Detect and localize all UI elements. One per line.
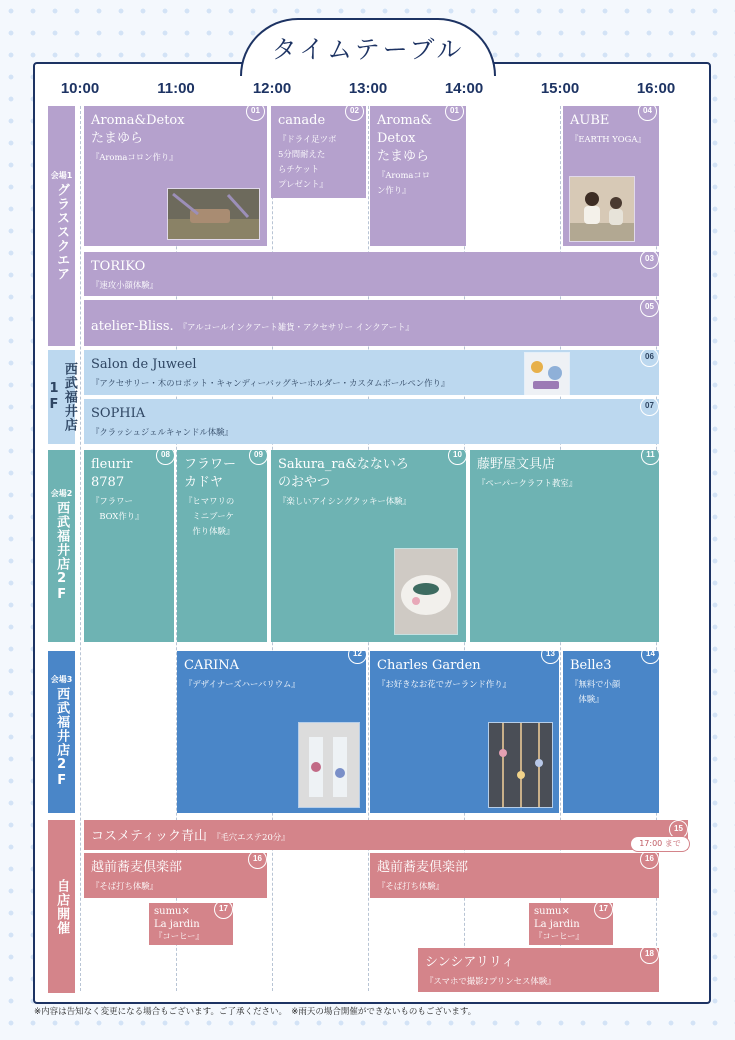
event-description: 『コーヒー』 xyxy=(154,931,204,941)
event-description: 『速攻小顔体験』 xyxy=(91,279,158,290)
time-label: 10:00 xyxy=(60,80,100,97)
event-number: 14 xyxy=(641,651,659,664)
event-name: canade xyxy=(278,113,326,128)
event-name: sumu× La jardin xyxy=(154,906,200,930)
event-number: 17 xyxy=(214,903,233,919)
event-name: フラワー カドヤ xyxy=(184,457,237,490)
event-number: 16 xyxy=(640,853,659,869)
event-block[interactable] xyxy=(370,106,466,246)
venue-name: 自店開催 xyxy=(54,878,70,935)
event-block[interactable] xyxy=(470,450,659,642)
accessory-photo xyxy=(524,352,570,396)
event-name: TORIKO xyxy=(91,259,146,274)
event-block[interactable] xyxy=(84,450,174,642)
yoga-photo xyxy=(569,176,635,242)
event-block[interactable] xyxy=(271,106,366,198)
event-description: 『Aromaコロン作り』 xyxy=(91,151,178,162)
event-description: 『お好きなお花でガーランド作り』 xyxy=(377,678,511,689)
event-block[interactable] xyxy=(529,903,613,945)
event-name: コスメティック青山 xyxy=(91,829,207,844)
event-number: 09 xyxy=(249,450,267,465)
event-block[interactable] xyxy=(84,350,659,395)
event-number: 11 xyxy=(641,450,659,465)
end-time-badge: 17:00 まで xyxy=(630,836,690,852)
event-number: 10 xyxy=(448,450,466,465)
event-number: 04 xyxy=(638,106,657,121)
event-description: 『アクセサリー・木のロボット・キャンディーバッグキーホルダー・カスタムボールペン作り』 xyxy=(91,377,450,388)
event-name: Belle3 xyxy=(570,658,612,673)
venue-label-5 xyxy=(48,820,75,993)
event-description: 『アルコールインクアート雑貨・アクセサリー インクアート』 xyxy=(178,322,414,332)
venue-number: 会場3 xyxy=(50,674,73,684)
event-number: 02 xyxy=(345,106,364,121)
event-number: 06 xyxy=(640,350,659,367)
event-description: 『そば打ち体験』 xyxy=(377,880,444,891)
event-block[interactable] xyxy=(84,300,659,346)
event-name: sumu× La jardin xyxy=(534,906,580,930)
venue-label-3 xyxy=(48,450,75,642)
event-description: 『そば打ち体験』 xyxy=(91,880,158,891)
event-number: 18 xyxy=(640,948,659,964)
time-gridline xyxy=(80,106,81,991)
event-description: 『ペーパークラフト教室』 xyxy=(477,477,578,488)
event-block[interactable] xyxy=(84,820,688,850)
cookie-photo xyxy=(394,548,458,635)
event-number: 17 xyxy=(594,903,613,919)
event-number: 07 xyxy=(640,399,659,416)
event-number: 12 xyxy=(348,651,366,664)
event-name: Aroma& Detox たまゆら xyxy=(377,113,433,164)
event-description: 『フラワー BOX作り』 xyxy=(91,495,144,521)
event-number: 13 xyxy=(541,651,559,664)
event-block[interactable] xyxy=(84,853,267,898)
event-block[interactable] xyxy=(418,948,659,992)
event-name: 藤野屋文具店 xyxy=(477,457,556,472)
venue-label-2 xyxy=(48,350,75,444)
event-name: 越前蕎麦倶楽部 xyxy=(91,860,183,875)
event-description: 『クラッシュジェルキャンドル体験』 xyxy=(91,426,233,437)
time-label: 15:00 xyxy=(540,80,580,97)
time-label: 14:00 xyxy=(444,80,484,97)
footnote: ※内容は告知なく変更になる場合もございます。ご了承ください。 ※雨天の場合開催ができないものもございます。 xyxy=(34,1007,477,1017)
event-number: 01 xyxy=(445,106,464,121)
event-block[interactable] xyxy=(84,252,659,296)
event-name: SOPHIA xyxy=(91,406,146,421)
event-number: 08 xyxy=(156,450,174,465)
event-description: 『無料で小顔 体験』 xyxy=(570,678,621,705)
garland-photo xyxy=(488,722,553,808)
event-description: 『デザイナーズハーバリウム』 xyxy=(184,678,300,689)
venue-number: 会場1 xyxy=(50,170,73,180)
venue-number: 会場2 xyxy=(50,488,73,498)
venue-name: グラススクエア xyxy=(54,183,70,282)
event-name: Sakura_ra&なないろ のおやつ xyxy=(278,457,409,490)
event-name: Aroma&Detox たまゆら xyxy=(91,113,185,146)
time-label: 12:00 xyxy=(252,80,292,97)
event-description: 『スマホで撮影♪プリンセス体験』 xyxy=(425,975,556,986)
herbarium-photo xyxy=(298,722,360,808)
venue-name: 西武福井店2F xyxy=(54,687,70,790)
event-name: atelier-Bliss. xyxy=(91,319,174,334)
event-name: fleurir 8787 xyxy=(91,457,133,490)
aroma-photo xyxy=(167,188,260,240)
event-number: 01 xyxy=(246,106,265,121)
event-description: 『ヒマワリの ミニブーケ 作り体験』 xyxy=(184,495,235,537)
event-block[interactable] xyxy=(84,399,659,444)
event-number: 15 xyxy=(669,820,688,839)
venue-label-1 xyxy=(48,106,75,346)
event-name: Charles Garden xyxy=(377,658,481,673)
event-number: 03 xyxy=(640,252,659,269)
event-description: 『毛穴エステ20分』 xyxy=(212,832,290,842)
page-title: タイムテーブル xyxy=(271,35,465,64)
event-number: 05 xyxy=(640,300,659,317)
event-name: AUBE xyxy=(570,113,610,128)
event-description: 『楽しいアイシングクッキー体験』 xyxy=(278,495,411,506)
event-description: 『コーヒー』 xyxy=(534,931,584,941)
event-name: CARINA xyxy=(184,658,240,673)
event-description: 『ドライ足ツボ 5分間耐えた らチケット プレゼント』 xyxy=(278,133,337,190)
time-label: 16:00 xyxy=(636,80,676,97)
event-name: 越前蕎麦倶楽部 xyxy=(377,860,469,875)
venue-label-4 xyxy=(48,651,75,813)
event-block[interactable] xyxy=(149,903,233,945)
event-description: 『Aromaコロ ン作り』 xyxy=(377,169,431,195)
event-block[interactable] xyxy=(563,651,659,813)
event-description: 『EARTH YOGA』 xyxy=(570,133,646,144)
time-label: 13:00 xyxy=(348,80,388,97)
time-label: 11:00 xyxy=(157,80,195,97)
event-name: シンシアリリィ xyxy=(425,955,515,970)
venue-name: 西武福井店2F xyxy=(54,501,70,604)
event-block[interactable] xyxy=(370,853,659,898)
venue-name: 西武福井店1F xyxy=(46,362,77,432)
event-name: Salon de Juweel xyxy=(91,357,197,372)
event-block[interactable] xyxy=(177,450,267,642)
event-number: 16 xyxy=(248,853,267,869)
